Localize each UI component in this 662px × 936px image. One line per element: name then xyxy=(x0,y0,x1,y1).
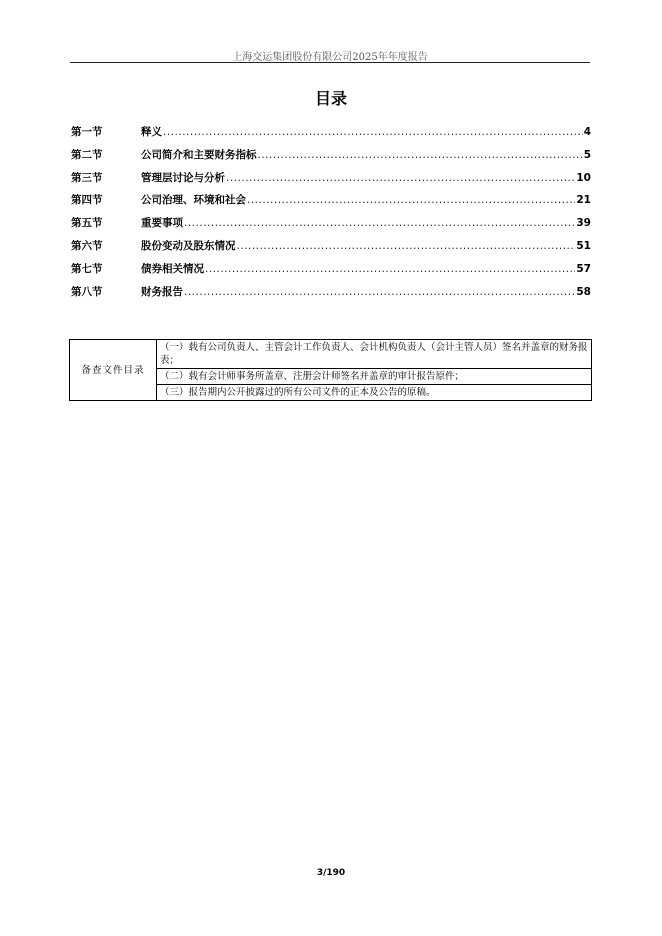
toc-heading[interactable]: 公司治理、环境和社会 xyxy=(141,194,246,207)
toc-entry[interactable] xyxy=(71,284,591,307)
toc-section-number: 第八节 xyxy=(71,285,103,298)
reference-document-item: （三）报告期内公开披露过的所有公司文件的正本及公告的原稿。 xyxy=(157,385,592,401)
toc-entry[interactable] xyxy=(71,215,591,238)
toc-heading[interactable]: 财务报告 xyxy=(141,285,183,298)
toc-heading[interactable]: 债券相关情况 xyxy=(141,262,204,275)
toc-page-number[interactable]: 57 xyxy=(576,262,591,275)
toc-heading[interactable]: 重要事项 xyxy=(141,217,183,230)
toc-entry[interactable] xyxy=(71,147,591,170)
reference-documents-table xyxy=(69,339,592,401)
header-divider xyxy=(70,62,590,63)
toc-leader-dots xyxy=(237,240,576,252)
toc-leader-dots xyxy=(226,172,575,184)
toc-leader-dots xyxy=(184,217,575,229)
toc-entry[interactable] xyxy=(71,170,591,193)
toc-section-number: 第七节 xyxy=(71,262,103,275)
toc-entry[interactable] xyxy=(71,192,591,215)
toc-entry[interactable] xyxy=(71,124,591,147)
toc-page-number[interactable]: 10 xyxy=(576,171,591,184)
toc-section-number: 第六节 xyxy=(71,239,103,252)
toc-section-number: 第五节 xyxy=(71,217,103,230)
toc-page-number[interactable]: 58 xyxy=(576,285,591,298)
toc-page-number[interactable]: 39 xyxy=(576,217,591,230)
toc-heading[interactable]: 释义 xyxy=(141,126,162,138)
toc-section-number: 第四节 xyxy=(71,194,103,207)
toc-page-number[interactable]: 21 xyxy=(576,194,591,207)
toc-section-number: 第三节 xyxy=(71,171,103,184)
toc-page-number[interactable]: 4 xyxy=(583,126,591,138)
table-row xyxy=(70,340,592,369)
toc-leader-dots xyxy=(205,263,575,275)
toc-leader-dots xyxy=(258,149,583,161)
page-number: 3/190 xyxy=(316,868,346,878)
page-header: 上海交运集团股份有限公司2025年年度报告 xyxy=(232,52,428,63)
table-of-contents xyxy=(71,124,591,306)
reference-document-item: （二）载有会计师事务所盖章、注册会计师签名并盖章的审计报告原件； xyxy=(157,369,592,385)
toc-title: 目录 xyxy=(314,89,347,108)
toc-heading[interactable]: 股份变动及股东情况 xyxy=(141,239,236,252)
toc-heading[interactable]: 管理层讨论与分析 xyxy=(141,171,225,184)
reference-document-item: （一）载有公司负责人、主管会计工作负责人、会计机构负责人（会计主管人员）签名并盖章的财务报表； xyxy=(157,340,592,369)
toc-leader-dots xyxy=(247,194,575,206)
toc-section-number: 第一节 xyxy=(71,126,103,138)
toc-leader-dots xyxy=(163,126,583,138)
toc-page-number[interactable]: 5 xyxy=(583,148,591,161)
toc-entry[interactable] xyxy=(71,238,591,261)
toc-leader-dots xyxy=(184,286,575,298)
toc-page-number[interactable]: 51 xyxy=(576,239,591,252)
toc-section-number: 第二节 xyxy=(71,148,103,161)
reference-documents-label: 备查文件目录 xyxy=(70,340,157,401)
toc-entry[interactable] xyxy=(71,261,591,284)
toc-heading[interactable]: 公司简介和主要财务指标 xyxy=(141,148,257,161)
